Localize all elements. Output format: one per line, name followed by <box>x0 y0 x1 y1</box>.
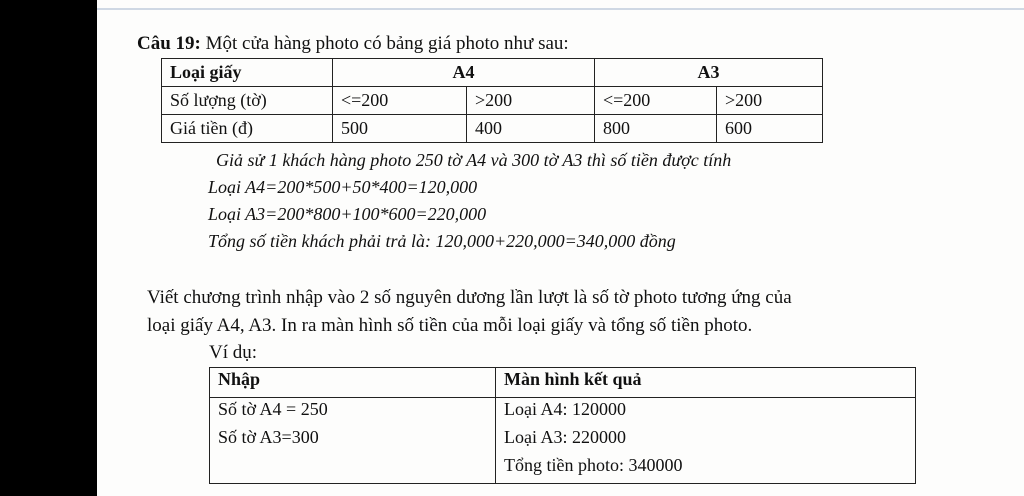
explanation-line-1: Giả sử 1 khách hàng photo 250 tờ A4 và 300 tờ A3 thì số tiền được tính <box>216 150 732 170</box>
top-border <box>97 8 1024 10</box>
example-input-line: Số tờ A3=300 <box>218 427 319 447</box>
header-cell-a4: A4 <box>333 59 595 87</box>
table-cell: <=200 <box>595 87 717 115</box>
price-table-header-row <box>162 59 823 87</box>
table-cell: >200 <box>717 87 823 115</box>
example-output-line: Loại A3: 220000 <box>504 427 626 447</box>
explanation-line-3: Loại A3=200*800+100*600=220,000 <box>208 204 487 224</box>
table-cell: Giá tiền (đ) <box>162 115 333 143</box>
question-text: Một cửa hàng photo có bảng giá photo như sau: <box>200 33 569 54</box>
question-title <box>137 33 569 55</box>
table-cell: 600 <box>717 115 823 143</box>
example-output-line: Loại A4: 120000 <box>504 399 626 419</box>
task-line-1: Viết chương trình nhập vào 2 số nguyên dương lần lượt là số tờ photo tương ứng của <box>147 287 792 308</box>
header-cell-output: Màn hình kết quả <box>496 368 916 398</box>
table-cell: Số lượng (tờ) <box>162 87 333 115</box>
example-input-line: Số tờ A4 = 250 <box>218 399 328 419</box>
table-cell: <=200 <box>333 87 467 115</box>
table-cell: >200 <box>467 87 595 115</box>
example-table-body-row <box>210 398 916 484</box>
header-cell-input: Nhập <box>210 368 496 398</box>
price-table <box>161 58 823 143</box>
example-label: Ví dụ: <box>209 342 258 363</box>
example-output-cell <box>496 398 916 484</box>
explanation-line-2: Loại A4=200*500+50*400=120,000 <box>208 177 478 197</box>
example-table-header-row <box>210 368 916 398</box>
explanation-line-4: Tổng số tiền khách phải trả là: 120,000+220,000=340,000 đồng <box>208 231 676 251</box>
question-label: Câu 19: <box>137 33 201 54</box>
price-table-row-quantity <box>162 87 823 115</box>
table-cell: 800 <box>595 115 717 143</box>
example-input-cell <box>210 398 496 484</box>
price-table-row-price <box>162 115 823 143</box>
document-page <box>97 0 1024 496</box>
task-line-2: loại giấy A4, A3. In ra màn hình số tiền của mỗi loại giấy và tổng số tiền photo. <box>147 315 753 336</box>
header-cell-a3: A3 <box>595 59 823 87</box>
table-cell: 500 <box>333 115 467 143</box>
example-table <box>209 367 916 484</box>
example-output-line: Tổng tiền photo: 340000 <box>504 455 683 475</box>
table-cell: 400 <box>467 115 595 143</box>
header-cell-paper-type: Loại giấy <box>162 59 333 87</box>
